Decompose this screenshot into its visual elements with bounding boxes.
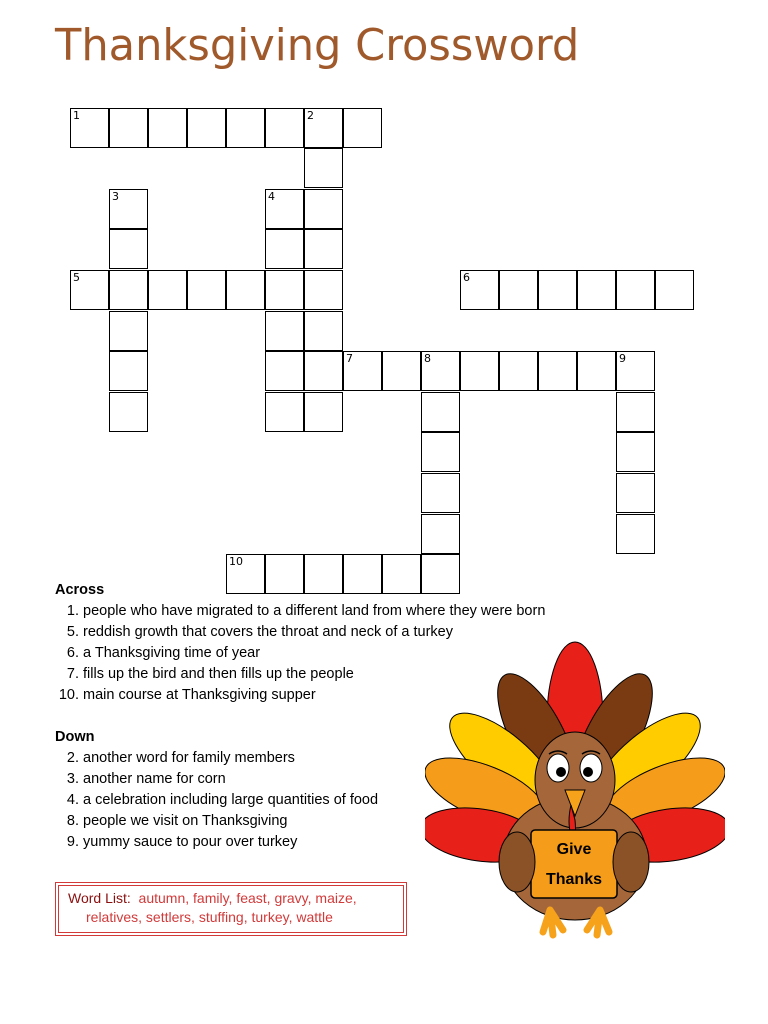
clue-number: 5 bbox=[73, 271, 80, 284]
clue-number: 7 bbox=[346, 352, 353, 366]
crossword-cell[interactable] bbox=[109, 108, 148, 148]
crossword-cell[interactable] bbox=[70, 108, 109, 148]
crossword-cell[interactable] bbox=[616, 392, 655, 432]
crossword-cell[interactable] bbox=[421, 514, 460, 554]
sign-text-give: Give bbox=[556, 841, 592, 858]
crossword-cell[interactable] bbox=[616, 270, 655, 310]
crossword-cell[interactable] bbox=[538, 270, 577, 310]
page-title: Thanksgiving Crossword bbox=[55, 20, 580, 71]
crossword-cell[interactable] bbox=[421, 351, 460, 391]
crossword-cell[interactable] bbox=[304, 108, 343, 148]
clue-item-text: a celebration including large quantities of food bbox=[83, 792, 379, 808]
crossword-cell[interactable] bbox=[265, 229, 304, 269]
down-heading: Down bbox=[55, 729, 95, 745]
clue-item-text: people who have migrated to a different land from where they were born bbox=[83, 603, 546, 619]
clue-number: 8 bbox=[424, 352, 431, 366]
clue-item-text: another name for corn bbox=[83, 771, 226, 787]
crossword-cell[interactable] bbox=[304, 229, 343, 269]
crossword-cell[interactable] bbox=[577, 270, 616, 310]
crossword-cell[interactable] bbox=[343, 351, 382, 391]
crossword-cell[interactable] bbox=[304, 189, 343, 229]
clue-item-number: 9. bbox=[66, 834, 79, 850]
crossword-cell[interactable] bbox=[343, 108, 382, 148]
crossword-cell[interactable] bbox=[616, 514, 655, 554]
crossword-cell[interactable] bbox=[304, 392, 343, 432]
crossword-cell[interactable] bbox=[226, 108, 265, 148]
crossword-cell[interactable] bbox=[226, 270, 265, 310]
clue-number: 2 bbox=[307, 108, 314, 122]
word-list-box bbox=[55, 882, 407, 936]
clue-item bbox=[55, 601, 545, 622]
crossword-cell[interactable] bbox=[304, 311, 343, 351]
clue-item-text: fills up the bird and then fills up the people bbox=[83, 666, 354, 682]
crossword-cell[interactable] bbox=[187, 108, 226, 148]
clue-item-number: 2. bbox=[66, 750, 79, 766]
crossword-cell[interactable] bbox=[616, 432, 655, 472]
crossword-cell[interactable] bbox=[304, 148, 343, 188]
crossword-cell[interactable] bbox=[577, 351, 616, 391]
crossword-cell[interactable] bbox=[460, 270, 499, 310]
clue-item-number: 7. bbox=[66, 666, 79, 682]
word-list-line1: autumn, family, feast, gravy, maize, bbox=[138, 890, 357, 906]
crossword-cell[interactable] bbox=[148, 108, 187, 148]
clue-number: 4 bbox=[268, 189, 275, 203]
clue-item-text: yummy sauce to pour over turkey bbox=[83, 834, 298, 850]
crossword-cell[interactable] bbox=[616, 351, 655, 391]
clue-item-number: 6. bbox=[66, 645, 79, 661]
crossword-cell[interactable] bbox=[70, 270, 109, 310]
crossword-cell[interactable] bbox=[655, 270, 694, 310]
crossword-cell[interactable] bbox=[421, 392, 460, 432]
word-list-line2: relatives, settlers, stuffing, turkey, wattle bbox=[86, 909, 333, 925]
crossword-cell[interactable] bbox=[109, 229, 148, 269]
across-heading: Across bbox=[55, 582, 105, 598]
word-list-label: Word List: bbox=[68, 890, 131, 906]
crossword-cell[interactable] bbox=[109, 311, 148, 351]
clue-number: 3 bbox=[112, 189, 119, 203]
crossword-cell[interactable] bbox=[187, 270, 226, 310]
crossword-cell[interactable] bbox=[109, 189, 148, 229]
clue-item-text: reddish growth that covers the throat and neck of a turkey bbox=[83, 624, 453, 640]
crossword-cell[interactable] bbox=[499, 351, 538, 391]
crossword-cell[interactable] bbox=[499, 270, 538, 310]
clue-number: 6 bbox=[463, 271, 470, 284]
crossword-cell[interactable] bbox=[421, 432, 460, 472]
crossword-cell[interactable] bbox=[265, 108, 304, 148]
crossword-cell[interactable] bbox=[304, 270, 343, 310]
clue-number: 10 bbox=[229, 555, 243, 569]
crossword-cell[interactable] bbox=[616, 473, 655, 513]
clue-number: 9 bbox=[619, 352, 626, 366]
clue-item-number: 1. bbox=[66, 603, 79, 619]
sign-text-thanks: Thanks bbox=[545, 871, 603, 888]
crossword-cell[interactable] bbox=[265, 351, 304, 391]
crossword-cell[interactable] bbox=[421, 473, 460, 513]
clue-number: 1 bbox=[73, 108, 80, 122]
clue-item-number: 5. bbox=[66, 624, 79, 640]
clue-item-text: main course at Thanksgiving supper bbox=[83, 687, 316, 703]
crossword-cell[interactable] bbox=[538, 351, 577, 391]
clue-item-text: people we visit on Thanksgiving bbox=[83, 813, 288, 829]
clue-item-text: a Thanksgiving time of year bbox=[83, 645, 261, 661]
clue-item-text: another word for family members bbox=[83, 750, 295, 766]
crossword-cell[interactable] bbox=[109, 270, 148, 310]
crossword-cell[interactable] bbox=[265, 270, 304, 310]
clue-item-number: 10. bbox=[58, 687, 79, 703]
clue-item-number: 4. bbox=[66, 792, 79, 808]
crossword-cell[interactable] bbox=[148, 270, 187, 310]
clue-item-number: 3. bbox=[66, 771, 79, 787]
crossword-cell[interactable] bbox=[265, 311, 304, 351]
crossword-cell[interactable] bbox=[109, 392, 148, 432]
crossword-cell[interactable] bbox=[460, 351, 499, 391]
crossword-cell[interactable] bbox=[382, 351, 421, 391]
crossword-cell[interactable] bbox=[265, 189, 304, 229]
turkey-illustration bbox=[425, 640, 725, 940]
clue-item-number: 8. bbox=[66, 813, 79, 829]
crossword-cell[interactable] bbox=[304, 351, 343, 391]
crossword-cell[interactable] bbox=[109, 351, 148, 391]
crossword-cell[interactable] bbox=[265, 392, 304, 432]
